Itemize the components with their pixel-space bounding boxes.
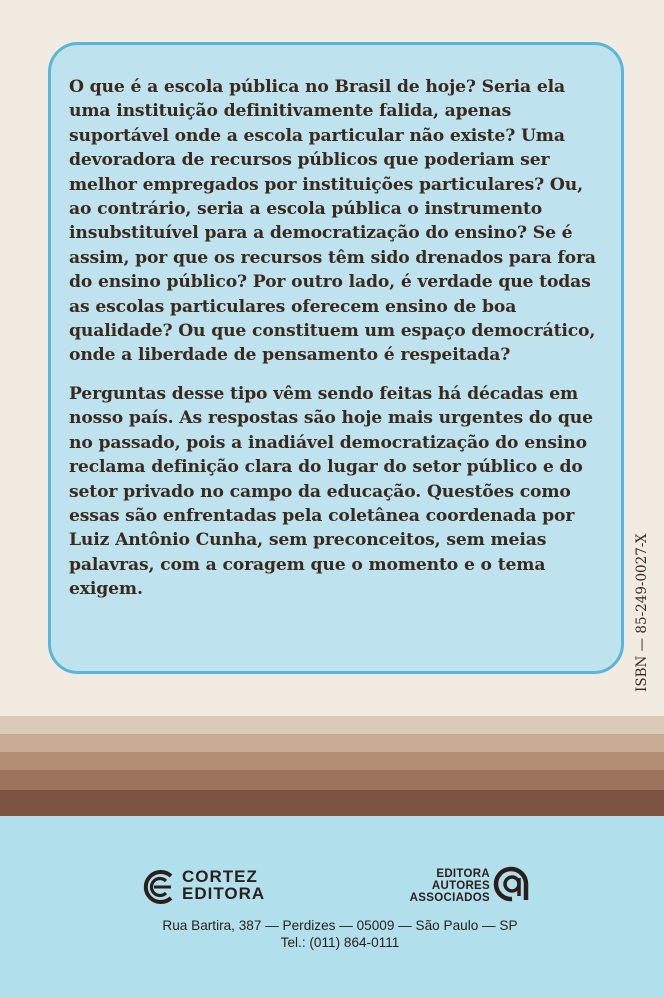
synopsis-panel [48,42,624,674]
autores-logo-icon [492,864,532,906]
phone-line: Tel.: (011) 864-0111 [280,935,400,950]
cortez-logo-icon [141,868,179,906]
stripe-4 [0,770,664,790]
stripe-2 [0,734,664,752]
autores-line-1: EDITORA [436,868,490,880]
stripe-5 [0,790,664,816]
autores-line-3: ASSOCIADOS [409,892,490,904]
stripe-3 [0,752,664,770]
cortez-line-1: CORTEZ [182,867,258,886]
isbn-label: ISBN — 85-249-0027-X [634,533,650,692]
autores-line-2: AUTORES [431,880,490,892]
synopsis-paragraph-1: O que é a escola pública no Brasil de hoje? Seria ela uma instituição definitivamente falida, apenas suportável onde a escola particular não existe? Uma devoradora de recursos públicos que poderiam ser melhor empregados por instituições particulares? Ou, ao contrário, seria a escola pública o instrumento insubstituível para a democratização do ensino? Se é assim, por que os recursos têm sido drenados para fora do ensino público? Por outro lado, é verdade que todas as escolas particulares oferecem ensino de boa qualidade? Ou que constituem um espaço democrático, onde a liberdade de pensamento é respeitada? [69,77,596,366]
cortez-wordmark [182,868,265,902]
stripe-1 [0,716,664,734]
autores-wordmark [390,868,490,904]
synopsis-paragraph-2: Perguntas desse tipo vêm sendo feitas há décadas em nosso país. As respostas são hoje mais urgentes do que no passado, pois a inadiável democratização do ensino reclama definição clara do lugar do setor público e do setor privado no campo da educação. Questões como essas são enfrentadas pela coletânea coordenada por Luiz Antônio Cunha, sem preconceitos, sem meias palavras, com a coragem que o momento e o tema exigem. [69,383,593,600]
cortez-line-2: EDITORA [182,884,266,903]
publisher-address [140,917,540,951]
address-line-1: Rua Bartira, 387 — Perdizes — 05009 — São Paulo — SP [162,918,518,933]
publisher-band [0,816,664,998]
